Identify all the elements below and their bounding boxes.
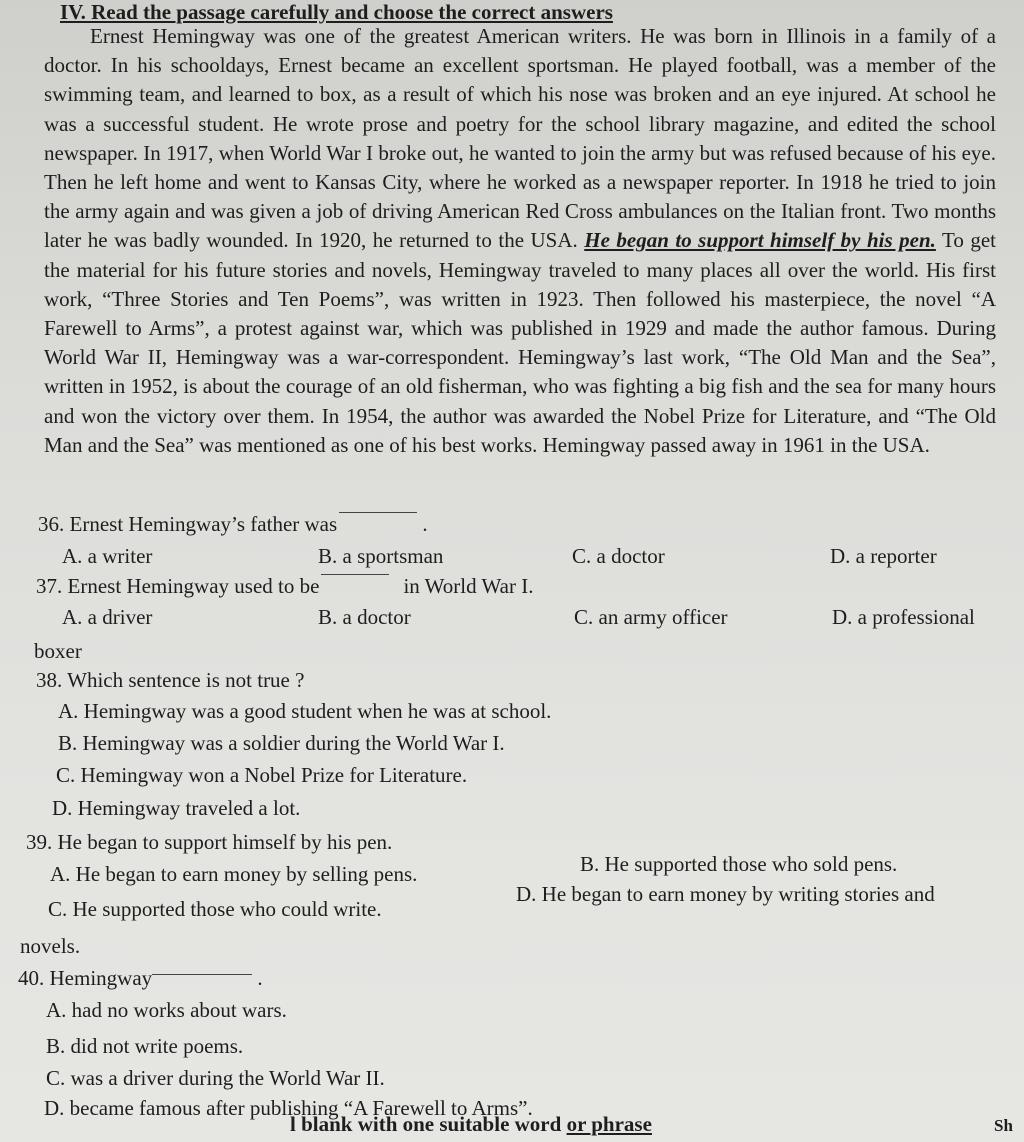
- answer-blank: [321, 574, 389, 575]
- q37-option-d-wrap: boxer: [34, 639, 82, 663]
- underlined-phrase: He began to support himself by his pen.: [584, 228, 936, 253]
- reading-passage: [44, 22, 996, 460]
- passage-text-part1: Ernest Hemingway was one of the greatest American writers. He was born in Illinois in a family of a doctor. In his schooldays, Ernest became an excellent sportsman. He played football, was a member of the swimming team, and learned to box, as a result of which his nose was broken and an eye injured. At school he was a successful student. He wrote prose and poetry for the school library magazine, and edited the school newspaper. In 1917, when World War I broke out, he wanted to join the army but was refused because of his eye. Then he left home and went to Kansas City, where he worked as a newspaper reporter. In 1918 he tried to join the army again and was given a job of driving American Red Cross ambulances on the Italian front. Two months later he was badly wounded. In 1920, he returned to the USA.: [44, 24, 996, 253]
- q38-option-a: A. Hemingway was a good student when he was at school.: [58, 699, 552, 723]
- question-36: [38, 512, 428, 537]
- question-40-stem: 40. Hemingway: [18, 966, 153, 990]
- q40-option-d: D. became famous after publishing “A Farewell to Arms”.: [44, 1096, 533, 1120]
- answer-blank: [339, 512, 417, 513]
- q37-option-a: A. a driver: [62, 605, 153, 629]
- question-37-stem: 37. Ernest Hemingway used to be: [36, 574, 320, 598]
- q38-option-b: B. Hemingway was a soldier during the World War I.: [58, 731, 505, 755]
- q40-option-b: B. did not write poems.: [46, 1034, 244, 1058]
- next-section-heading-cut: [290, 1112, 652, 1137]
- question-38-stem: 38. Which sentence is not true ?: [36, 668, 305, 692]
- q39-option-d: D. He began to earn money by writing stories and: [516, 882, 935, 906]
- q37-option-c: C. an army officer: [574, 605, 728, 629]
- passage-text-part2: To get the material for his future stories and novels, Hemingway traveled to many places all over the world. His first work, “Three Stories and Ten Poems”, was written in 1923. Then followed his masterpiece, the novel “A Farewell to Arms”, a protest against war, which was published in 1929 and made the author famous. During World War II, Hemingway was a war-correspondent. Hemingway’s last work, “The Old Man and the Sea”, written in 1952, is about the courage of an old fisherman, who was fighting a big fish and the sea for many hours and won the victory over them. In 1954, the author was awarded the Nobel Prize for Literature, and “The Old Man and the Sea” was mentioned as one of his best works. Hemingway passed away in 1961 in the USA.: [44, 228, 997, 457]
- q36-option-d: D. a reporter: [830, 544, 937, 568]
- question-40: [18, 966, 263, 991]
- next-section-heading-text: l blank with one suitable word: [290, 1112, 567, 1136]
- question-39-stem: 39. He began to support himself by his pen.: [26, 830, 393, 854]
- right-edge-fragment: Sh: [994, 1116, 1013, 1135]
- question-40-tail: .: [257, 966, 263, 990]
- q40-option-c: C. was a driver during the World War II.: [46, 1066, 385, 1090]
- next-section-heading-underlined: or phrase: [566, 1112, 652, 1136]
- question-36-stem: 36. Ernest Hemingway’s father was: [38, 512, 338, 536]
- question-36-tail: .: [422, 512, 428, 536]
- q37-option-d: D. a professional: [832, 605, 975, 629]
- q37-option-b: B. a doctor: [318, 605, 411, 629]
- q39-option-c: C. He supported those who could write.: [48, 897, 382, 921]
- section-heading: IV. Read the passage carefully and choose the correct answers: [60, 0, 613, 24]
- q38-option-c: C. Hemingway won a Nobel Prize for Literature.: [56, 763, 468, 787]
- q36-option-a: A. a writer: [62, 544, 153, 568]
- q36-option-c: C. a doctor: [572, 544, 665, 568]
- q39-option-a: A. He began to earn money by selling pens.: [50, 862, 418, 886]
- q38-option-d: D. Hemingway traveled a lot.: [52, 796, 301, 820]
- answer-blank: [152, 974, 252, 975]
- question-37: [36, 574, 533, 599]
- q36-option-b: B. a sportsman: [318, 544, 444, 568]
- q40-option-a: A. had no works about wars.: [46, 998, 287, 1022]
- q39-option-d-wrap: novels.: [20, 934, 81, 958]
- q39-option-b: B. He supported those who sold pens.: [580, 852, 898, 876]
- question-37-tail: in World War I.: [403, 574, 534, 598]
